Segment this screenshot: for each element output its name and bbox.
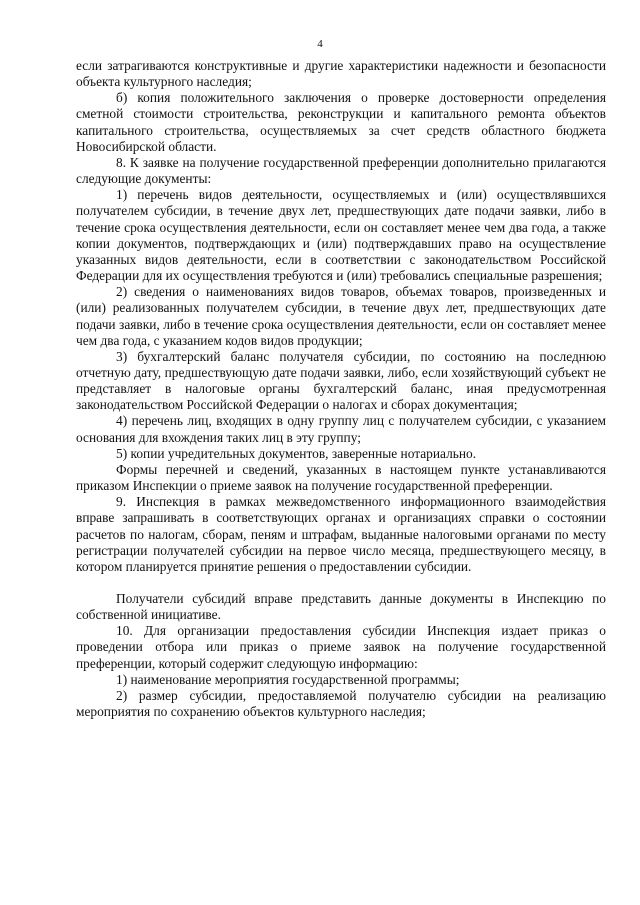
paragraph-clause-8-item-2: 2) сведения о наименованиях видов товаров, объемах товаров, произведенных и (или) реализованных получателем субсидии, в течение двух лет, предшествующих дате подачи заявки, либо в течение срока осуществления деятельности, если он составляет менее чем два года, с указанием кодов видов продукции; [76,284,606,348]
page-number: 4 [317,38,323,50]
paragraph-own-initiative: Получатели субсидий вправе представить данные документы в Инспекцию по собственной инициативе. [76,591,606,623]
paragraph-clause-8-item-1: 1) перечень видов деятельности, осуществляемых и (или) осуществлявшихся получателем субсидии, в течение двух лет, предшествующих дате подачи заявки, либо в течение срока осуществления деятельности, если он составляет менее чем два года, а также копии документов, подтверждающих и (или) подтверждавших право на осуществление указанных видов деятельности, если в соответствии с законодательством Российской Федерации для их осуществления требуются и (или) требовались специальные разрешения; [76,187,606,284]
paragraph-clause-8: 8. К заявке на получение государственной преференции дополнительно прилагаются следующие документы: [76,154,606,187]
paragraph-clause-10-item-2: 2) размер субсидии, предоставляемой получателю субсидии на реализацию мероприятия по сохранению объектов культурного наследия; [76,687,606,720]
paragraph-clause-10: 10. Для организации предоставления субсидии Инспекция издает приказ о проведении отбора или приказ о приеме заявок на получение государственной преференции, который содержит следующую информацию: [76,623,606,671]
paragraph-clause-10-item-1: 1) наименование мероприятия государственной программы; [116,671,460,687]
paragraph-item-b: б) копия положительного заключения о проверке достоверности определения сметной стоимости строительства, реконструкции и капитального ремонта объектов капитального строительства, осуществляемых за счет средств областного бюджета Новосибирской области. [76,90,606,154]
paragraph-clause-8-item-5: 5) копии учредительных документов, заверенные нотариально. [116,445,477,461]
paragraph-clause-8-item-3: 3) бухгалтерский баланс получателя субсидии, по состоянию на последнюю отчетную дату, предшествующую дате подачи заявки, либо, если хозяйствующий субъект не представляет в налоговые органы бухгалтерский баланс, иная предусмотренная законодательством Российской Федерации о налогах и сборах документация; [76,348,606,413]
paragraph-forms-note: Формы перечней и сведений, указанных в настоящем пункте устанавливаются приказом Инспекции о приеме заявок на получение государственной преференции. [76,461,606,494]
paragraph-continuation: если затрагиваются конструктивные и другие характеристики надежности и безопасности объекта культурного наследия; [76,58,606,90]
paragraph-clause-8-item-4: 4) перечень лиц, входящих в одну группу лиц с получателем субсидии, с указанием основания для вхождения таких лиц в эту группу; [76,413,606,445]
paragraph-clause-9: 9. Инспекция в рамках межведомственного информационного взаимодействия вправе запрашивать в соответствующих органах и организациях справки о состоянии расчетов по налогам, сборам, пеням и штрафам, выданные налоговыми органами по месту регистрации получателей субсидии на первое число месяца, предшествующего месяцу, в котором планируется принятие решения о предоставлении субсидии. [76,494,606,574]
document-body [76,58,606,720]
